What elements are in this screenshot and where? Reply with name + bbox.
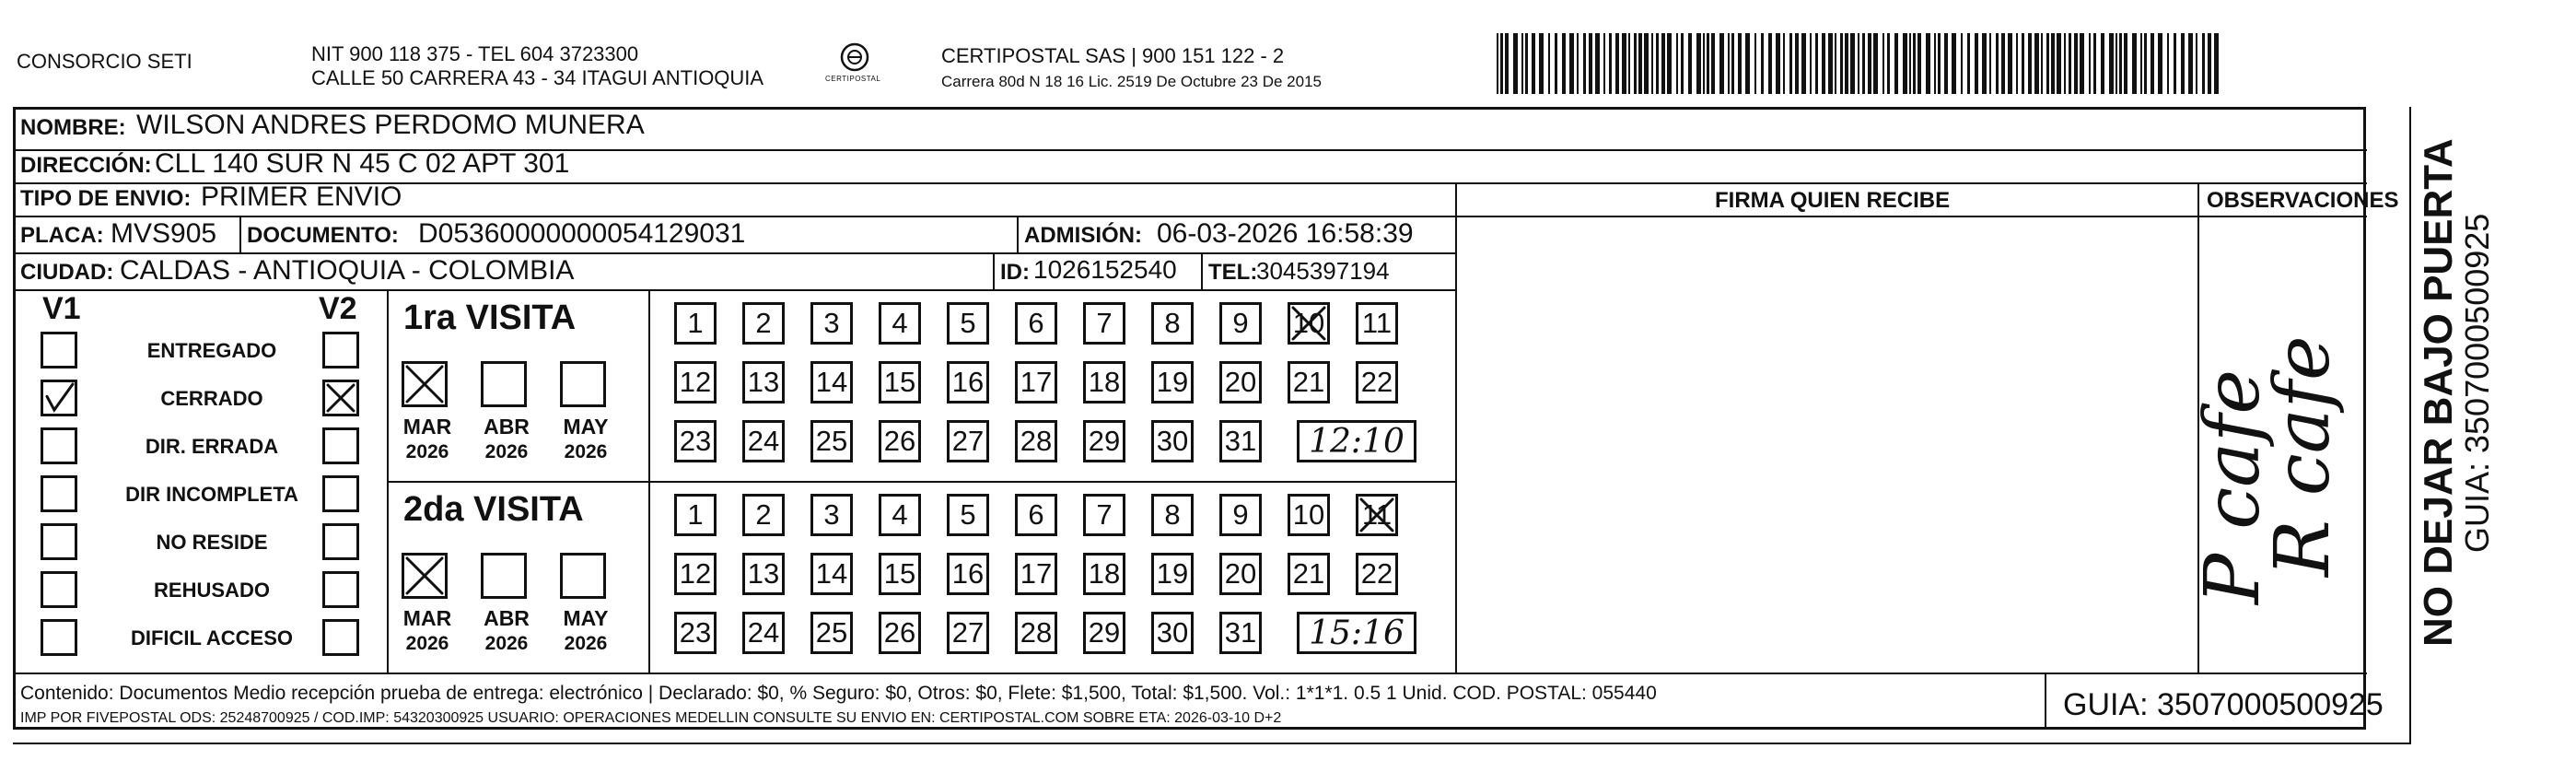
status-label: DIFICIL ACCESO [130,626,293,649]
handwritten-note-2: R cafe [2259,335,2347,577]
day-cell[interactable]: 24 [742,420,785,462]
day-cell[interactable]: 10 [1288,302,1330,345]
day-cell[interactable]: 3 [810,302,853,345]
day-cell[interactable]: 10 [1288,494,1330,536]
day-cell[interactable]: 5 [947,302,989,345]
document-value: D05360000000054129031 [418,218,746,249]
day-cell[interactable]: 8 [1151,494,1194,536]
day-cell[interactable]: 18 [1083,361,1125,404]
day-cell[interactable]: 5 [947,494,989,536]
month-label: MAY [563,415,609,439]
barcode [1497,33,2224,94]
handwritten-note-1: P cafe [2189,369,2277,604]
visit-title: 1ra VISITA [403,298,577,337]
month-label: ABR [484,415,530,439]
month-checkbox[interactable] [481,553,527,599]
recipient-address: CLL 140 SUR N 45 C 02 APT 301 [155,148,570,179]
year-label: 2026 [405,441,449,462]
day-cell[interactable]: 17 [1015,553,1057,595]
address-label: DIRECCIÓN: [20,153,152,178]
side-no-dejar: NO DEJAR BAJO PUERTA [2416,138,2461,647]
month-label: ABR [484,606,530,630]
day-cell[interactable]: 4 [879,302,921,345]
company-name: CONSORCIO SETI [17,50,192,73]
day-cell[interactable]: 25 [810,420,853,462]
city-value: CALDAS - ANTIOQUIA - COLOMBIA [120,255,575,286]
day-cell[interactable]: 6 [1015,302,1057,345]
month-checkbox[interactable] [481,361,527,407]
day-cell[interactable]: 28 [1015,612,1057,654]
month-checkbox[interactable] [560,361,606,407]
day-cell[interactable]: 27 [947,612,989,654]
day-cell[interactable]: 20 [1219,553,1262,595]
day-cell[interactable]: 19 [1151,361,1194,404]
day-cell[interactable]: 2 [742,302,785,345]
day-cell[interactable]: 7 [1083,302,1125,345]
v2-checkbox[interactable] [322,619,359,656]
plate-value: MVS905 [111,218,217,249]
day-cell[interactable]: 26 [879,612,921,654]
signature-header: FIRMA QUIEN RECIBE [1715,188,1951,213]
recipient-name: WILSON ANDRES PERDOMO MUNERA [136,110,645,140]
v2-checkbox[interactable] [322,380,359,416]
plate-label: PLACA: [20,223,104,248]
side-notice [2413,120,2533,654]
name-label: NOMBRE: [20,115,126,140]
day-cell[interactable]: 31 [1219,420,1262,462]
nit-line: NIT 900 118 375 - TEL 604 3723300 [311,42,639,65]
day-cell[interactable]: 29 [1083,420,1125,462]
day-cell[interactable]: 13 [742,553,785,595]
v1-checkbox[interactable] [41,571,77,608]
day-cell[interactable]: 28 [1015,420,1057,462]
day-cell[interactable]: 9 [1219,302,1262,345]
month-label: MAR [402,606,452,630]
day-cell[interactable]: 20 [1219,361,1262,404]
day-cell[interactable]: 24 [742,612,785,654]
shipment-type: PRIMER ENVIO [201,181,402,212]
day-cell[interactable]: 6 [1015,494,1057,536]
day-cell[interactable]: 29 [1083,612,1125,654]
v1-checkbox[interactable] [41,332,77,368]
day-cell[interactable]: 15 [879,361,921,404]
address-line: CALLE 50 CARRERA 43 - 34 ITAGUI ANTIOQUIA [311,66,764,89]
day-cell[interactable]: 25 [810,612,853,654]
day-cell[interactable]: 22 [1356,361,1398,404]
v2-checkbox[interactable] [322,475,359,512]
visit-time[interactable]: 12:10 [1297,420,1416,462]
certipostal-line2: Carrera 80d N 18 16 Lic. 2519 De Octubre 23 De 2015 [941,73,1322,90]
tel-label: TEL: [1208,260,1258,285]
certipostal-line1: CERTIPOSTAL SAS | 900 151 122 - 2 [941,44,1285,67]
id-value: 1026152540 [1033,255,1177,284]
day-cell[interactable]: 3 [810,494,853,536]
day-cell[interactable]: 15 [879,553,921,595]
v1-checkbox[interactable] [41,523,77,560]
v1-checkbox[interactable] [41,619,77,656]
tel-value: 3045397194 [1256,257,1390,285]
day-cell[interactable]: 21 [1288,361,1330,404]
day-cell[interactable]: 19 [1151,553,1194,595]
visit-time[interactable]: 15:16 [1297,612,1416,654]
id-label: ID: [1000,260,1030,285]
day-cell[interactable]: 4 [879,494,921,536]
day-cell[interactable]: 23 [674,420,717,462]
day-cell[interactable]: 16 [947,553,989,595]
day-cell[interactable]: 27 [947,420,989,462]
month-checkbox[interactable] [402,361,448,407]
day-cell[interactable]: 22 [1356,553,1398,595]
v2-label: V2 [319,291,357,326]
year-label: 2026 [564,633,608,654]
day-cell[interactable]: 11 [1356,494,1398,536]
day-cell[interactable]: 14 [810,553,853,595]
side-guia: GUIA: 3507000500925 [2458,213,2496,553]
day-cell[interactable]: 21 [1288,553,1330,595]
day-cell[interactable]: 23 [674,612,717,654]
day-cell[interactable]: 2 [742,494,785,536]
day-cell[interactable]: 14 [810,361,853,404]
day-cell[interactable]: 12 [674,553,717,595]
day-cell[interactable]: 30 [1151,420,1194,462]
status-label: DIR INCOMPLETA [125,483,298,506]
v2-checkbox[interactable] [322,571,359,608]
document-label: DOCUMENTO: [247,223,399,248]
status-label: NO RESIDE [156,531,268,554]
day-cell[interactable]: 16 [947,361,989,404]
day-cell[interactable]: 13 [742,361,785,404]
content-line: Contenido: Documentos Medio recepción prueba de entrega: electrónico | Declarado: $0, % Seguro: $0, Otros: $0, Flete: $1,500, Total: $1,500. Vol.: 1*1*1. 0.5 1 Unid. COD. POSTAL: 055440 [20,683,1657,704]
day-cell[interactable]: 9 [1219,494,1262,536]
day-cell[interactable]: 31 [1219,612,1262,654]
handwritten-observation [2189,217,2363,673]
v1-checkbox[interactable] [41,380,77,416]
v2-checkbox[interactable] [322,427,359,464]
day-cell[interactable]: 8 [1151,302,1194,345]
day-cell[interactable]: 7 [1083,494,1125,536]
month-checkbox[interactable] [560,553,606,599]
day-cell[interactable]: 18 [1083,553,1125,595]
year-label: 2026 [484,633,529,654]
day-cell[interactable]: 11 [1356,302,1398,345]
v1-checkbox[interactable] [41,427,77,464]
day-cell[interactable]: 26 [879,420,921,462]
type-label: TIPO DE ENVIO: [20,186,192,211]
year-label: 2026 [484,441,529,462]
guia-footer: GUIA: 3507000500925 [2063,687,2384,722]
v2-checkbox[interactable] [322,523,359,560]
v1-label: V1 [42,291,81,326]
v1-checkbox[interactable] [41,475,77,512]
admission-value: 06-03-2026 16:58:39 [1157,218,1414,249]
visit-title: 2da VISITA [403,490,584,529]
year-label: 2026 [564,441,608,462]
month-label: MAY [563,606,609,630]
certipostal-logo [816,39,893,92]
logo-text: CERTIPOSTAL [825,75,881,83]
city-label: CIUDAD: [20,260,114,285]
admission-label: ADMISIÓN: [1024,223,1142,248]
v2-checkbox[interactable] [322,332,359,368]
day-cell[interactable]: 1 [674,494,717,536]
month-label: MAR [402,415,452,439]
day-cell[interactable]: 12 [674,361,717,404]
status-label: ENTREGADO [146,339,277,362]
status-label: CERRADO [160,387,263,410]
month-checkbox[interactable] [402,553,448,599]
imp-line: IMP POR FIVEPOSTAL ODS: 25248700925 / COD.IMP: 54320300925 USUARIO: OPERACIONES MEDELLIN CONSULTE SU ENVIO EN: CERTIPOSTAL.COM SOBRE ETA: 2026-03-10 D+2 [20,710,1282,726]
day-cell[interactable]: 30 [1151,612,1194,654]
observations-header: OBSERVACIONES [2207,188,2399,213]
year-label: 2026 [405,633,449,654]
day-cell[interactable]: 1 [674,302,717,345]
status-label: REHUSADO [154,579,270,602]
day-cell[interactable]: 17 [1015,361,1057,404]
status-label: DIR. ERRADA [145,435,279,458]
